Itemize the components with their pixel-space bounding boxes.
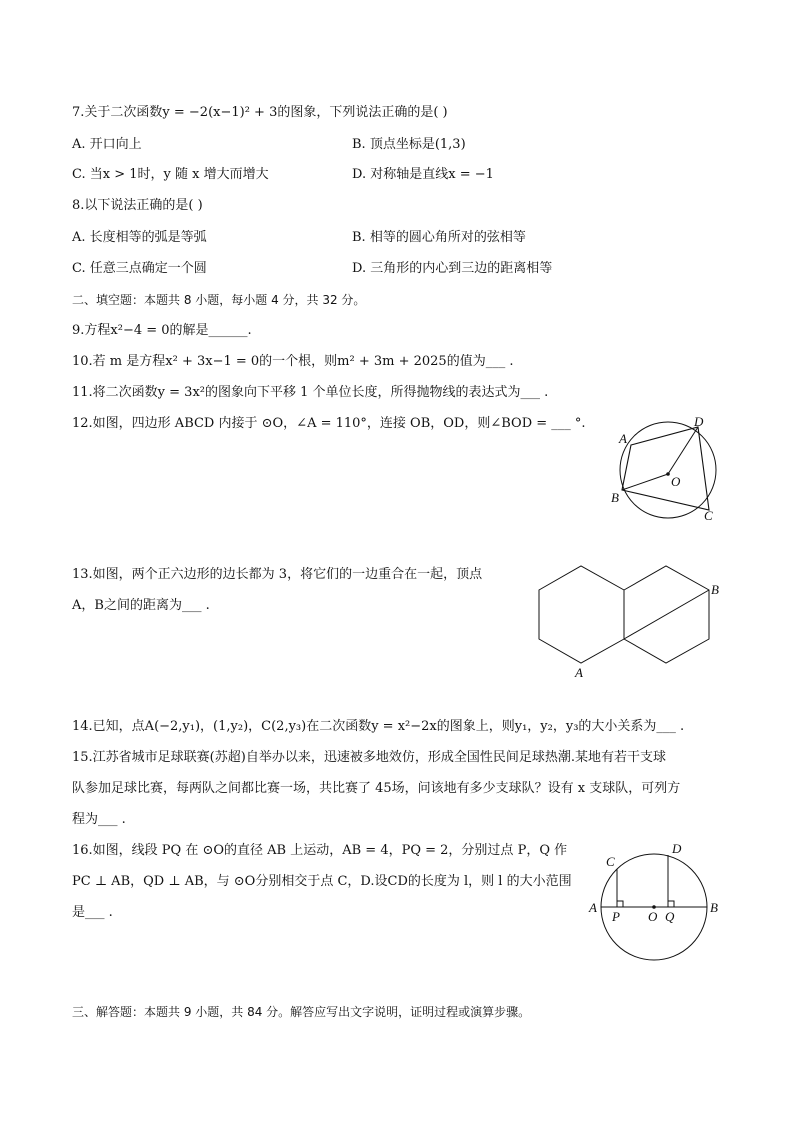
- fig13-label-a: A: [575, 665, 583, 680]
- question-12: 12.如图，四边形 ABCD 内接于 ⊙O，∠A = 110°，连接 OB，OD，则∠BOD = ___ °.: [72, 416, 586, 431]
- question-7-option-d: D. 对称轴是直线x = −1: [352, 167, 494, 182]
- question-8-option-b: B. 相等的圆心角所对的弦相等: [352, 230, 526, 245]
- fig12-label-c: C: [704, 508, 713, 523]
- fig12-label-o: O: [671, 474, 681, 489]
- question-8-option-c: C. 任意三点确定一个圆: [72, 261, 207, 276]
- fig12-label-d: D: [694, 414, 704, 429]
- fig12-label-a: A: [619, 431, 627, 446]
- question-16-line-1: 16.如图，线段 PQ 在 ⊙O的直径 AB 上运动，AB = 4，PQ = 2，分别过点 P，Q 作: [72, 843, 568, 858]
- fig16-label-q: Q: [665, 909, 675, 924]
- fig13-label-b: B: [711, 582, 719, 597]
- question-13-line-2: A，B之间的距离为___ .: [72, 598, 210, 613]
- section-3-heading: 三、解答题：本题共 9 小题，共 84 分。解答应写出文字说明，证明过程或演算步骤。: [72, 1005, 531, 1019]
- question-11: 11.将二次函数y = 3x²的图象向下平移 1 个单位长度，所得抛物线的表达式为___ .: [72, 385, 549, 400]
- fig16-label-b: B: [710, 900, 718, 915]
- question-10: 10.若 m 是方程x² + 3x−1 = 0的一个根，则m² + 3m + 2025的值为___ .: [72, 354, 514, 369]
- question-7-stem: 7.关于二次函数y = −2(x−1)² + 3的图象，下列说法正确的是( ): [72, 105, 448, 120]
- fig16-label-o: O: [648, 909, 658, 924]
- question-7-option-a: A. 开口向上: [72, 137, 142, 152]
- fig16-label-d: D: [672, 841, 682, 856]
- fig16-label-c: C: [606, 854, 615, 869]
- question-15-line-2: 队参加足球比赛，每两队之间都比赛一场，共比赛了 45场，问该地有多少支球队？设有 x 支球队，可列方: [72, 781, 681, 796]
- question-8-stem: 8.以下说法正确的是( ): [72, 198, 203, 213]
- question-7-option-c: C. 当x > 1时，y 随 x 增大而增大: [72, 167, 269, 182]
- question-9: 9.方程x²−4 = 0的解是______.: [72, 323, 252, 338]
- question-15-line-1: 15.江苏省城市足球联赛(苏超)自举办以来，迅速被多地效仿，形成全国性民间足球热潮.某地有若干支球: [72, 750, 666, 765]
- question-16-line-3: 是___ .: [72, 905, 113, 920]
- question-16-line-2: PC ⊥ AB，QD ⊥ AB，与 ⊙O分别相交于点 C，D.设CD的长度为 l，则 l 的大小范围: [72, 874, 572, 889]
- section-2-heading: 二、填空题：本题共 8 小题，每小题 4 分，共 32 分。: [72, 293, 366, 307]
- question-14: 14.已知，点A(−2,y₁)，(1,y₂)，C(2,y₃)在二次函数y = x²−2x的图象上，则y₁，y₂，y₃的大小关系为___ .: [72, 719, 685, 734]
- question-8-option-d: D. 三角形的内心到三边的距离相等: [352, 261, 553, 276]
- question-7-option-b: B. 顶点坐标是(1,3): [352, 137, 466, 152]
- fig16-label-p: P: [612, 909, 620, 924]
- fig12-label-b: B: [611, 490, 619, 505]
- fig16-label-a: A: [589, 900, 597, 915]
- question-8-option-a: A. 长度相等的弧是等弧: [72, 230, 207, 245]
- question-15-line-3: 程为___ .: [72, 812, 126, 827]
- question-13-line-1: 13.如图，两个正六边形的边长都为 3，将它们的一边重合在一起，顶点: [72, 567, 483, 582]
